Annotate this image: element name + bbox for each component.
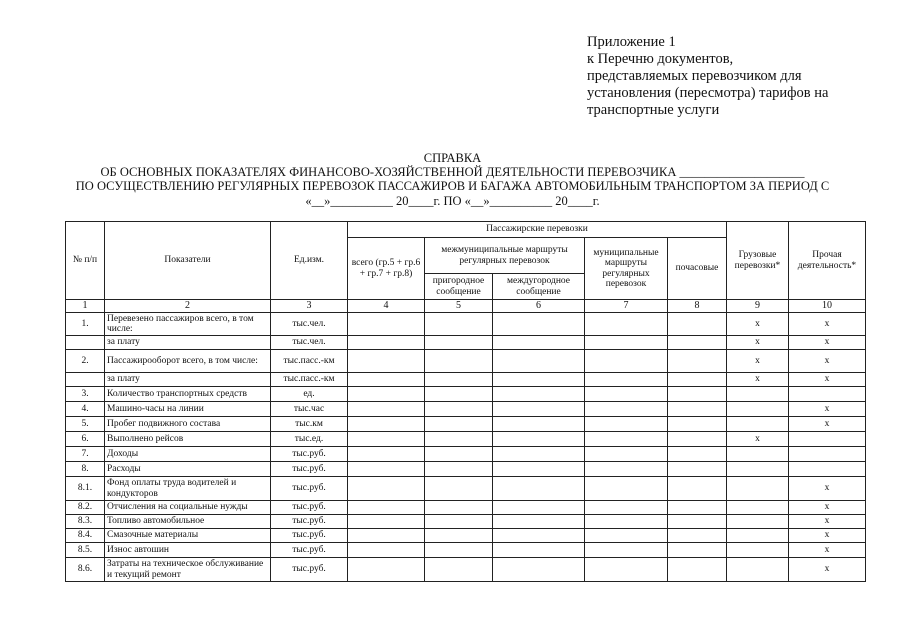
row-number: 8.1. — [66, 477, 105, 501]
cell-hourly — [668, 350, 727, 373]
cell-suburban — [425, 558, 493, 582]
table-row — [66, 477, 866, 501]
row-indicator: Смазочные материалы — [105, 529, 271, 543]
cell-total — [348, 462, 425, 477]
cell-hourly — [668, 477, 727, 501]
cell-intercity — [493, 417, 585, 432]
row-indicator: Расходы — [105, 462, 271, 477]
row-unit: тыс.пасс.-км — [271, 373, 348, 387]
header-num: № п/п — [66, 222, 105, 300]
table-row — [66, 350, 866, 373]
cell-cargo — [727, 515, 789, 529]
cell-intercity — [493, 313, 585, 336]
row-number: 2. — [66, 350, 105, 373]
cell-municipal — [585, 402, 668, 417]
cell-municipal — [585, 417, 668, 432]
cell-municipal — [585, 373, 668, 387]
header-other: Прочая деятельность* — [789, 222, 866, 300]
row-indicator: Износ автошин — [105, 543, 271, 558]
cell-cargo — [727, 387, 789, 402]
table-row — [66, 543, 866, 558]
cell-other: x — [789, 336, 866, 350]
row-unit: тыс.час — [271, 402, 348, 417]
appendix-note — [587, 34, 828, 119]
row-indicator: Пассажирооборот всего, в том числе: — [105, 350, 271, 373]
header-unit: Ед.изм. — [271, 222, 348, 300]
table-row — [66, 402, 866, 417]
row-indicator: Отчисления на социальные нужды — [105, 501, 271, 515]
row-indicator: за плату — [105, 373, 271, 387]
row-unit: тыс.руб. — [271, 515, 348, 529]
table-row — [66, 529, 866, 543]
document-title: СПРАВКА — [423, 151, 482, 165]
header-suburban: пригородное сообщение — [425, 274, 493, 300]
row-number: 7. — [66, 447, 105, 462]
row-number: 4. — [66, 402, 105, 417]
cell-other: x — [789, 529, 866, 543]
row-number: 8.3. — [66, 515, 105, 529]
cell-municipal — [585, 515, 668, 529]
header-passenger: Пассажирские перевозки — [348, 222, 727, 238]
row-number: 5. — [66, 417, 105, 432]
cell-suburban — [425, 501, 493, 515]
cell-hourly — [668, 387, 727, 402]
cell-cargo: x — [727, 313, 789, 336]
cell-suburban — [425, 447, 493, 462]
cell-intercity — [493, 373, 585, 387]
cell-intercity — [493, 501, 585, 515]
cell-total — [348, 313, 425, 336]
column-number: 10 — [789, 300, 866, 313]
cell-hourly — [668, 543, 727, 558]
row-number: 1. — [66, 313, 105, 336]
cell-total — [348, 515, 425, 529]
column-number: 3 — [271, 300, 348, 313]
cell-hourly — [668, 447, 727, 462]
cell-suburban — [425, 529, 493, 543]
column-number: 6 — [493, 300, 585, 313]
cell-total — [348, 402, 425, 417]
row-number: 8.4. — [66, 529, 105, 543]
cell-hourly — [668, 558, 727, 582]
cell-other: x — [789, 373, 866, 387]
cell-cargo — [727, 543, 789, 558]
row-indicator: Пробег подвижного состава — [105, 417, 271, 432]
cell-total — [348, 417, 425, 432]
cell-cargo — [727, 462, 789, 477]
cell-municipal — [585, 543, 668, 558]
column-number: 9 — [727, 300, 789, 313]
cell-intercity — [493, 447, 585, 462]
cell-other: x — [789, 417, 866, 432]
cell-suburban — [425, 336, 493, 350]
row-unit: ед. — [271, 387, 348, 402]
cell-intercity — [493, 558, 585, 582]
cell-suburban — [425, 402, 493, 417]
cell-intercity — [493, 387, 585, 402]
cell-municipal — [585, 477, 668, 501]
cell-total — [348, 432, 425, 447]
cell-total — [348, 373, 425, 387]
cell-cargo — [727, 447, 789, 462]
cell-suburban — [425, 462, 493, 477]
cell-other — [789, 462, 866, 477]
cell-total — [348, 387, 425, 402]
row-unit: тыс.руб. — [271, 462, 348, 477]
cell-hourly — [668, 402, 727, 417]
cell-other: x — [789, 350, 866, 373]
row-indicator: Доходы — [105, 447, 271, 462]
cell-cargo: x — [727, 373, 789, 387]
cell-intercity — [493, 462, 585, 477]
row-number — [66, 336, 105, 350]
column-number: 4 — [348, 300, 425, 313]
appendix-line: Приложение 1 — [587, 34, 676, 50]
column-numbers-row — [66, 300, 866, 313]
cell-intercity — [493, 515, 585, 529]
header-cargo: Грузовые перевозки* — [727, 222, 789, 300]
cell-suburban — [425, 432, 493, 447]
table-row — [66, 447, 866, 462]
table-row — [66, 336, 866, 350]
cell-suburban — [425, 417, 493, 432]
table-body — [66, 313, 866, 582]
cell-cargo — [727, 558, 789, 582]
cell-cargo — [727, 477, 789, 501]
cell-cargo — [727, 402, 789, 417]
document-subtitle-line1: ОБ ОСНОВНЫХ ПОКАЗАТЕЛЯХ ФИНАНСОВО-ХОЗЯЙСТВЕННОЙ ДЕЯТЕЛЬНОСТИ ПЕРЕВОЗЧИКА ____________________ — [100, 165, 805, 179]
cell-cargo — [727, 501, 789, 515]
cell-hourly — [668, 529, 727, 543]
table-row — [66, 558, 866, 582]
cell-municipal — [585, 432, 668, 447]
cell-municipal — [585, 387, 668, 402]
appendix-line: представляемых перевозчиком для — [587, 68, 802, 84]
column-number: 5 — [425, 300, 493, 313]
cell-other: x — [789, 313, 866, 336]
cell-hourly — [668, 515, 727, 529]
row-indicator: Топливо автомобильное — [105, 515, 271, 529]
cell-other: x — [789, 515, 866, 529]
row-unit: тыс.ед. — [271, 432, 348, 447]
row-number: 8.6. — [66, 558, 105, 582]
cell-total — [348, 336, 425, 350]
cell-intercity — [493, 350, 585, 373]
cell-other — [789, 387, 866, 402]
row-unit: тыс.км — [271, 417, 348, 432]
cell-suburban — [425, 543, 493, 558]
column-number: 8 — [668, 300, 727, 313]
cell-suburban — [425, 313, 493, 336]
header-intermunicipal: межмуниципальные маршруты регулярных перевозок — [425, 238, 585, 274]
header-indicators: Показатели — [105, 222, 271, 300]
row-unit: тыс.руб. — [271, 477, 348, 501]
column-number: 1 — [66, 300, 105, 313]
cell-total — [348, 558, 425, 582]
row-number — [66, 373, 105, 387]
cell-cargo: x — [727, 350, 789, 373]
cell-intercity — [493, 432, 585, 447]
header-hourly: почасовые — [668, 238, 727, 300]
row-unit: тыс.руб. — [271, 447, 348, 462]
cell-other: x — [789, 501, 866, 515]
cell-hourly — [668, 462, 727, 477]
table-row — [66, 313, 866, 336]
row-number: 8. — [66, 462, 105, 477]
cell-municipal — [585, 336, 668, 350]
row-number: 8.2. — [66, 501, 105, 515]
cell-hourly — [668, 313, 727, 336]
table-row — [66, 373, 866, 387]
cell-total — [348, 529, 425, 543]
row-unit: тыс.руб. — [271, 529, 348, 543]
cell-cargo: x — [727, 336, 789, 350]
appendix-line: транспортные услуги — [587, 102, 720, 118]
row-unit: тыс.руб. — [271, 543, 348, 558]
row-unit: тыс.чел. — [271, 313, 348, 336]
cell-total — [348, 350, 425, 373]
table-header — [66, 222, 866, 313]
cell-intercity — [493, 477, 585, 501]
table-row — [66, 432, 866, 447]
cell-total — [348, 447, 425, 462]
cell-municipal — [585, 350, 668, 373]
document-period-line: «__»__________ 20____г. ПО «__»__________ 20____г. — [305, 194, 600, 208]
cell-hourly — [668, 417, 727, 432]
appendix-line: установления (пересмотра) тарифов на — [587, 85, 829, 101]
column-number: 2 — [105, 300, 271, 313]
cell-intercity — [493, 529, 585, 543]
cell-municipal — [585, 313, 668, 336]
table-row — [66, 462, 866, 477]
cell-suburban — [425, 515, 493, 529]
row-unit: тыс.пасс.-км — [271, 350, 348, 373]
header-total: всего (гр.5 + гр.6 + гр.7 + гр.8) — [348, 238, 425, 300]
cell-municipal — [585, 462, 668, 477]
cell-hourly — [668, 501, 727, 515]
cell-hourly — [668, 336, 727, 350]
row-unit: тыс.чел. — [271, 336, 348, 350]
column-number: 7 — [585, 300, 668, 313]
cell-cargo — [727, 529, 789, 543]
cell-cargo — [727, 417, 789, 432]
row-unit: тыс.руб. — [271, 558, 348, 582]
cell-total — [348, 477, 425, 501]
row-indicator: за плату — [105, 336, 271, 350]
header-intercity: междугородное сообщение — [493, 274, 585, 300]
cell-suburban — [425, 477, 493, 501]
cell-total — [348, 501, 425, 515]
row-indicator: Фонд оплаты труда водителей и кондукторов — [105, 477, 271, 501]
cell-suburban — [425, 387, 493, 402]
row-number: 6. — [66, 432, 105, 447]
header-municipal: муниципальные маршруты регулярных перевозок — [585, 238, 668, 300]
table-row — [66, 515, 866, 529]
cell-total — [348, 543, 425, 558]
row-indicator: Перевезено пассажиров всего, в том числе: — [105, 313, 271, 336]
cell-hourly — [668, 432, 727, 447]
row-indicator: Машино-часы на линии — [105, 402, 271, 417]
appendix-line: к Перечню документов, — [587, 51, 734, 67]
cell-hourly — [668, 373, 727, 387]
row-indicator: Затраты на техническое обслуживание и текущий ремонт — [105, 558, 271, 582]
cell-other: x — [789, 477, 866, 501]
cell-other — [789, 447, 866, 462]
cell-municipal — [585, 447, 668, 462]
document-subtitle-line2: ПО ОСУЩЕСТВЛЕНИЮ РЕГУЛЯРНЫХ ПЕРЕВОЗОК ПАССАЖИРОВ И БАГАЖА АВТОМОБИЛЬНЫМ ТРАНСПОРТОМ ЗА ПЕРИОД С — [75, 179, 830, 193]
row-indicator: Выполнено рейсов — [105, 432, 271, 447]
row-number: 3. — [66, 387, 105, 402]
cell-municipal — [585, 529, 668, 543]
cell-municipal — [585, 501, 668, 515]
cell-intercity — [493, 336, 585, 350]
cell-other: x — [789, 543, 866, 558]
cell-intercity — [493, 543, 585, 558]
row-unit: тыс.руб. — [271, 501, 348, 515]
row-number: 8.5. — [66, 543, 105, 558]
cell-cargo: x — [727, 432, 789, 447]
table-row — [66, 417, 866, 432]
cell-other: x — [789, 402, 866, 417]
table-row — [66, 387, 866, 402]
cell-suburban — [425, 373, 493, 387]
cell-intercity — [493, 402, 585, 417]
cell-other — [789, 432, 866, 447]
cell-municipal — [585, 558, 668, 582]
table-row — [66, 501, 866, 515]
cell-suburban — [425, 350, 493, 373]
indicators-table — [65, 221, 866, 582]
cell-other: x — [789, 558, 866, 582]
row-indicator: Количество транспортных средств — [105, 387, 271, 402]
